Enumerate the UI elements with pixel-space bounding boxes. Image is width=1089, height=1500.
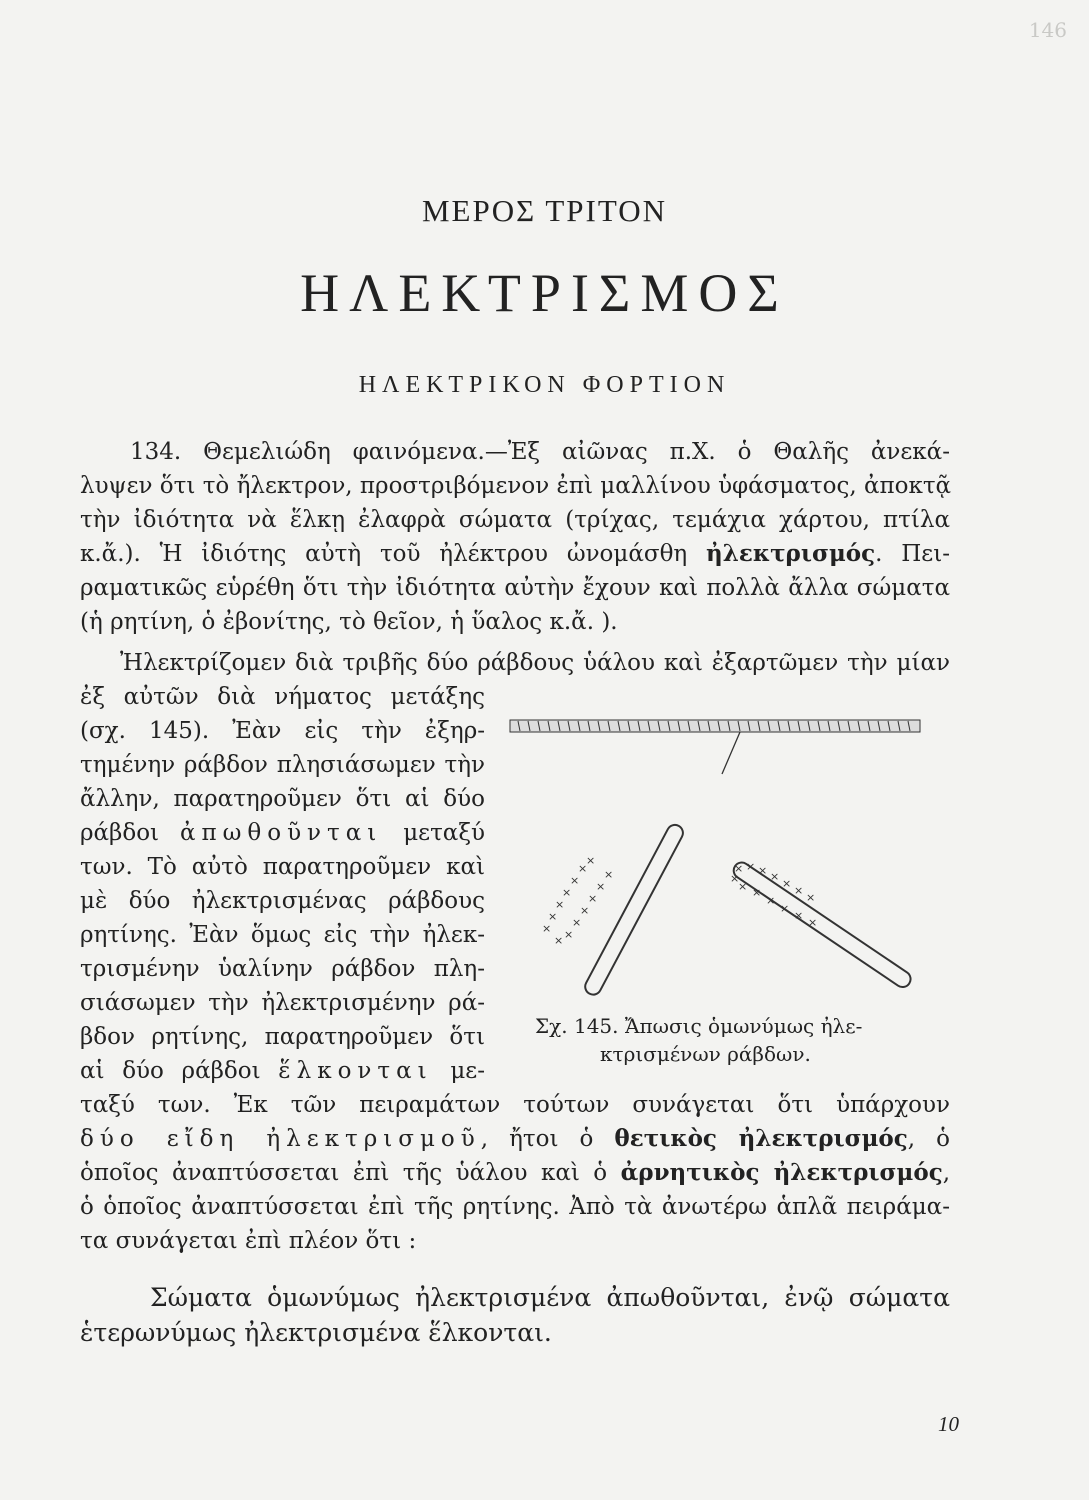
svg-text:×: × [794,884,804,897]
paragraph-line: ἄλλην, παρατηροῦμεν ὅτι αἱ δύο [80,786,485,812]
svg-text:×: × [806,891,816,904]
svg-text:×: × [555,898,565,911]
paragraph-line: ἐξ αὐτῶν διὰ νήματος μετάξης [80,684,485,710]
svg-text:×: × [572,916,582,929]
paragraph-line: ράβδοι ἀπωθοῦνται μεταξύ [80,820,485,846]
svg-text:×: × [730,872,740,885]
paragraph-line: Ἠλεκτρίζομεν διὰ τριβῆς δύο ράβδους ὑάλου καὶ ἐξαρτῶμεν τὴν μίαν [120,650,950,676]
held-rod [731,859,914,990]
paragraph-line: κ.ἄ.). Ἡ ἰδιότης αὐτὴ τοῦ ἠλέκτρου ὠνομάσθη ἠλεκτρισμός. Πει- [80,540,950,567]
suspended-rod [582,822,685,997]
paragraph-line: λυψεν ὅτι τὸ ἤλεκτρον, προστριβόμενον ἐπὶ μαλλίνου ὑφάσματος, ἀποκτᾷ [80,473,952,499]
page-number: 10 [938,1412,959,1436]
figure-caption: Σχ. 145. Ἄπωσις ὁμωνύμως ἠλε- κτρισμένων ράβδων. [535,1014,863,1066]
section-title: ΗΛΕΚΤΡΙΚΟΝ ΦΟΡΤΙΟΝ [358,372,731,398]
svg-text:×: × [604,868,614,881]
term-repel: ἀπωθοῦνται [179,820,383,846]
paragraph-line: μὲ δύο ἠλεκτρισμένας ράβδους [80,888,485,914]
svg-text:×: × [588,892,598,905]
svg-text:×: × [780,902,790,915]
paragraph-line: σιάσωμεν τὴν ἠλεκτρισμένην ρά- [80,990,485,1016]
svg-text:×: × [746,860,756,873]
term-electricity: ἠλεκτρισμός [706,540,876,567]
chapter-title: ΗΛΕΚΤΡΙΣΜΟΣ [300,263,789,323]
paragraph-line: (ἡ ρητίνη, ὁ ἐβονίτης, τὸ θεῖον, ἡ ὕαλος κ.ἄ. ). [80,609,618,635]
svg-text:×: × [542,922,552,935]
svg-text:×: × [734,862,744,875]
paragraph-heading: Θεμελιώδη φαινόμενα. [203,439,485,465]
figure-repelling-rods [508,712,938,1002]
svg-text:×: × [808,916,818,929]
paragraph-line: ὁποῖος ἀναπτύσσεται ἐπὶ τῆς ὑάλου καὶ ὁ ἀρνητικὸς ἠλεκτρισμός, [80,1159,951,1186]
paragraph-line: των. Τὸ αὐτὸ παρατηροῦμεν καὶ [80,854,485,880]
svg-text:×: × [758,864,768,877]
paragraph-line: 134. Θεμελιώδη φαινόμενα.—Ἐξ αἰῶνας π.Χ. ὁ Θαλῆς ἀνεκά- [80,437,950,467]
svg-text:×: × [770,870,780,883]
term-negative: ἀρνητικὸς ἠλεκτρισμός [620,1159,943,1186]
svg-text:×: × [580,904,590,917]
faint-page-number: 146 [1028,18,1067,42]
rods-illustration [508,712,938,1002]
paragraph-line: αἱ δύο ράβδοι ἕλκονται με- [80,1058,485,1084]
svg-text:×: × [766,894,776,907]
paragraph-line: βδον ρητίνης, παρατηροῦμεν ὅτι [80,1024,485,1050]
svg-text:×: × [752,886,762,899]
svg-text:×: × [570,874,580,887]
paragraph-line: (σχ. 145). Ἐὰν εἰς τὴν ἐξηρ- [80,718,485,744]
paragraph-line: ὁ ὁποῖος ἀναπτύσσεται ἐπὶ τῆς ρητίνης. Ἀπὸ τὰ ἀνωτέρω ἁπλᾶ πειράμα- [80,1194,950,1220]
law-line: Σώματα ὁμωνύμως ἠλεκτρισμένα ἀπωθοῦνται, ἐνῷ σώματα [150,1283,950,1312]
svg-text:×: × [794,909,804,922]
svg-text:×: × [578,862,588,875]
svg-text:×: × [586,854,596,867]
paragraph-number: 134. [130,439,182,465]
svg-text:×: × [548,910,558,923]
law-line: ἑτερωνύμως ἠλεκτρισμένα ἕλκονται. [80,1318,552,1347]
svg-text:×: × [738,880,748,893]
paragraph-line: τα συνάγεται ἐπὶ πλέον ὅτι : [80,1228,417,1254]
paragraph-line: ταξύ των. Ἐκ τῶν πειραμάτων τούτων συνάγεται ὅτι ὑπάρχουν [80,1092,950,1118]
paragraph-line: δύο εἴδη ἠλεκτρισμοῦ, ἤτοι ὁ θετικὸς ἠλεκτρισμός, ὁ [80,1125,950,1152]
paragraph-line: τρισμένην ὑαλίνην ράβδον πλη- [80,956,485,982]
svg-text:×: × [782,877,792,890]
silk-thread [722,732,740,774]
svg-text:×: × [564,928,574,941]
term-two-kinds: δύο εἴδη ἠλεκτρισμοῦ [80,1126,481,1152]
paragraph-line: τημένην ράβδον πλησιάσωμεν τὴν [80,752,485,778]
term-positive: θετικὸς ἠλεκτρισμός [614,1125,908,1152]
paragraph-line: ραματικῶς εὑρέθη ὅτι τὴν ἰδιότητα αὐτὴν ἔχουν καὶ πολλὰ ἄλλα σώματα [80,575,950,601]
paragraph-line: ρητίνης. Ἐὰν ὅμως εἰς τὴν ἠλεκ- [80,922,485,948]
paragraph-line: τὴν ἰδιότητα νὰ ἕλκῃ ἐλαφρὰ σώματα (τρίχας, τεμάχια χάρτου, πτίλα [80,507,950,533]
term-attract: ἕλκονται [278,1058,433,1084]
svg-text:×: × [562,886,572,899]
svg-text:×: × [596,880,606,893]
svg-text:×: × [554,934,564,947]
part-title: ΜΕΡΟΣ ΤΡΙΤΟΝ [421,193,667,228]
